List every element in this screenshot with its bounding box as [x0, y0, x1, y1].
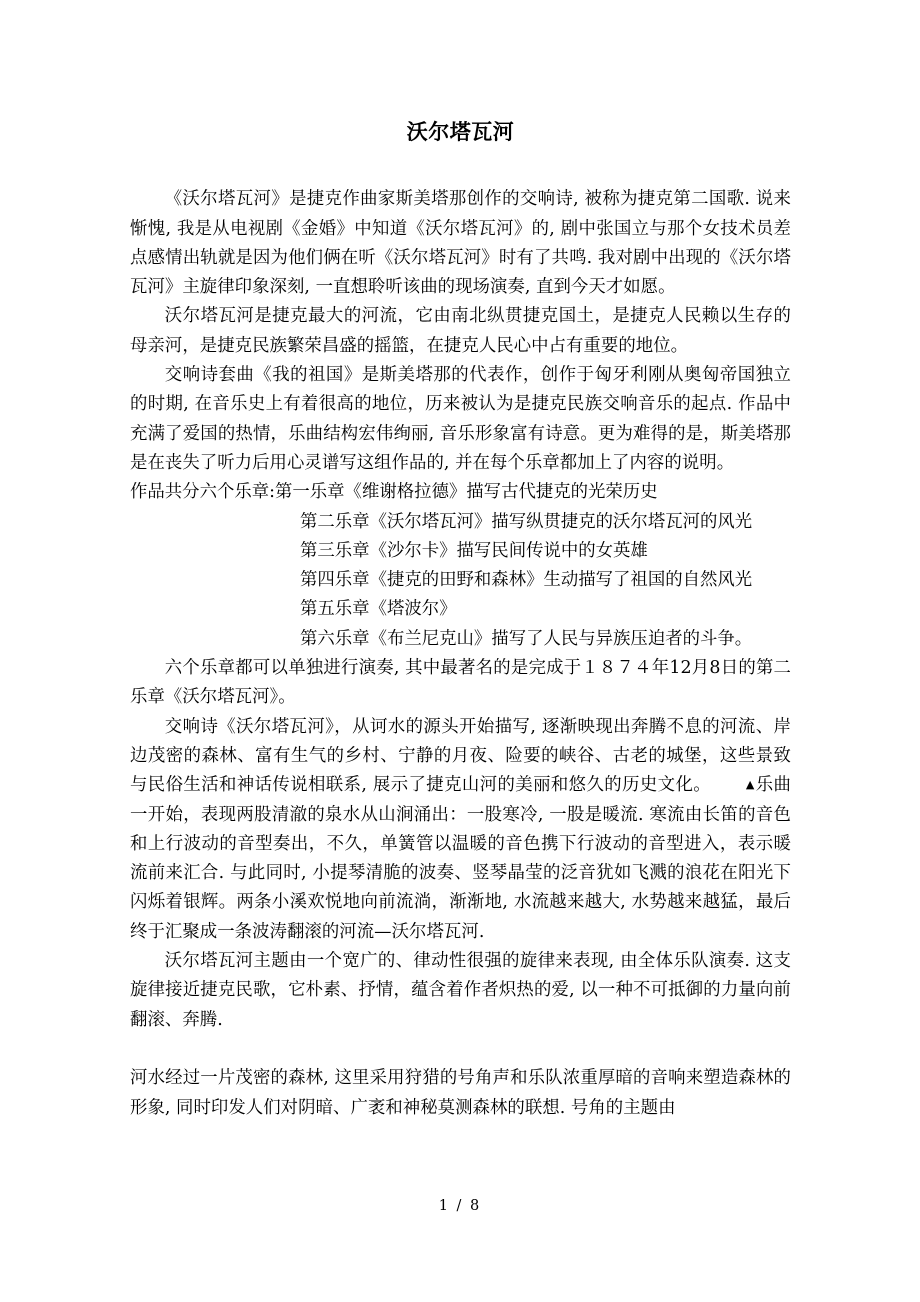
- triangle-marker-icon: ▲: [745, 778, 755, 792]
- paragraph-main-theme: 沃尔塔瓦河主题由一个宽广的、律动性很强的旋律来表现, 由全体乐队演奏. 这支旋律接近捷克民歌，它朴素、抒情，蕴含着作者炽热的爱, 以一种不可抵御的力量向前翻滚、奔腾.: [130, 951, 791, 1030]
- movement-item-5: 第五乐章《塔波尔》: [300, 599, 457, 620]
- paragraph-spacer: [130, 1035, 791, 1064]
- movement-item-3: 第三乐章《沙尔卡》描写民间传说中的女英雄: [300, 540, 648, 561]
- movement-item-6: 第六乐章《布兰尼克山》描写了人民与异族压迫者的斗争。: [300, 628, 753, 649]
- movement-item-1: 作品共分六个乐章:第一乐章《维谢格拉德》描写古代捷克的光荣历史: [130, 482, 658, 503]
- paragraph-my-country-suite: 交响诗套曲《我的祖国》是斯美塔那的代表作，创作于匈牙利刚从奥匈帝国独立的时期, 在音乐史上有着很高的地位，历来被认为是捷克民族交响音乐的起点. 作品中充满了爱国的热情，乐曲结构宏伟绚丽, 音乐形象富有诗意。更为难得的是，斯美塔那是在丧失了听力后用心灵谱写这组作品的, 并在每个乐章都加上了内容的说明。: [130, 365, 791, 473]
- paragraph-famous-movement: 六个乐章都可以单独进行演奏, 其中最著名的是完成于１８７４年12月8日的第二乐章《沃尔塔瓦河》。: [130, 658, 791, 708]
- paragraph-river-description: 沃尔塔瓦河是捷克最大的河流，它由南北纵贯捷克国土，是捷克人民赖以生存的母亲河，是捷克民族繁荣昌盛的摇篮，在捷克人民心中占有重要的地位。: [130, 306, 791, 356]
- page-number-footer: 1 / 8: [438, 1198, 482, 1214]
- movements-list: [130, 478, 791, 654]
- paragraph-intro: 《沃尔塔瓦河》是捷克作曲家斯美塔那创作的交响诗, 被称为捷克第二国歌. 说来惭愧, 我是从电视剧《金婚》中知道《沃尔塔瓦河》的, 剧中张国立与那个女技术员差点感情出轨就是因为他们俩在听《沃尔塔瓦河》时有了共鸣. 我对剧中出现的《沃尔塔瓦河》主旋律印象深刻, 一直想聆听该曲的现场演奏, 直到今天才如愿。: [130, 189, 791, 298]
- movement-item-2: 第二乐章《沃尔塔瓦河》描写纵贯捷克的沃尔塔瓦河的风光: [300, 511, 753, 532]
- movement-item-4: 第四乐章《捷克的田野和森林》生动描写了祖国的自然风光: [300, 570, 753, 591]
- document-body: [130, 0, 791, 1123]
- page-title: 沃尔塔瓦河: [406, 119, 515, 144]
- paragraph-forest-section: 河水经过一片茂密的森林, 这里采用狩猎的号角声和乐队浓重厚暗的音响来塑造森林的形象, 同时印发人们对阴暗、广袤和神秘莫测森林的联想. 号角的主题由: [130, 1068, 791, 1118]
- paragraph-musical-imagery-part2: 乐曲一开始，表现两股清澈的泉水从山涧涌出：一股寒冷, 一股是暖流. 寒流由长笛的音色和上行波动的音型奏出，不久，单簧管以温暖的音色携下行波动的音型进入，表示暖流前来汇合. 与此同时, 小提琴清脆的波奏、竖琴晶莹的泛音犹如飞溅的浪花在阳光下闪烁着银辉。两条小溪欢悦地向前流淌，渐渐地, 水流越来越大, 水势越来越猛，最后终于汇聚成一条波涛翻滚的河流—沃尔塔瓦河.: [130, 775, 791, 942]
- paragraph-musical-imagery-part1: 交响诗《沃尔塔瓦河》，从诃水的源头开始描写, 逐渐映现出奔腾不息的河流、岸边茂密的森林、富有生气的乡村、宁静的月夜、险要的峡谷、古老的城堡，这些景致与民俗生活和神话传说相联系, 展示了捷克山河的美丽和悠久的历史文化。: [130, 716, 791, 796]
- paragraph-musical-imagery: [130, 713, 791, 947]
